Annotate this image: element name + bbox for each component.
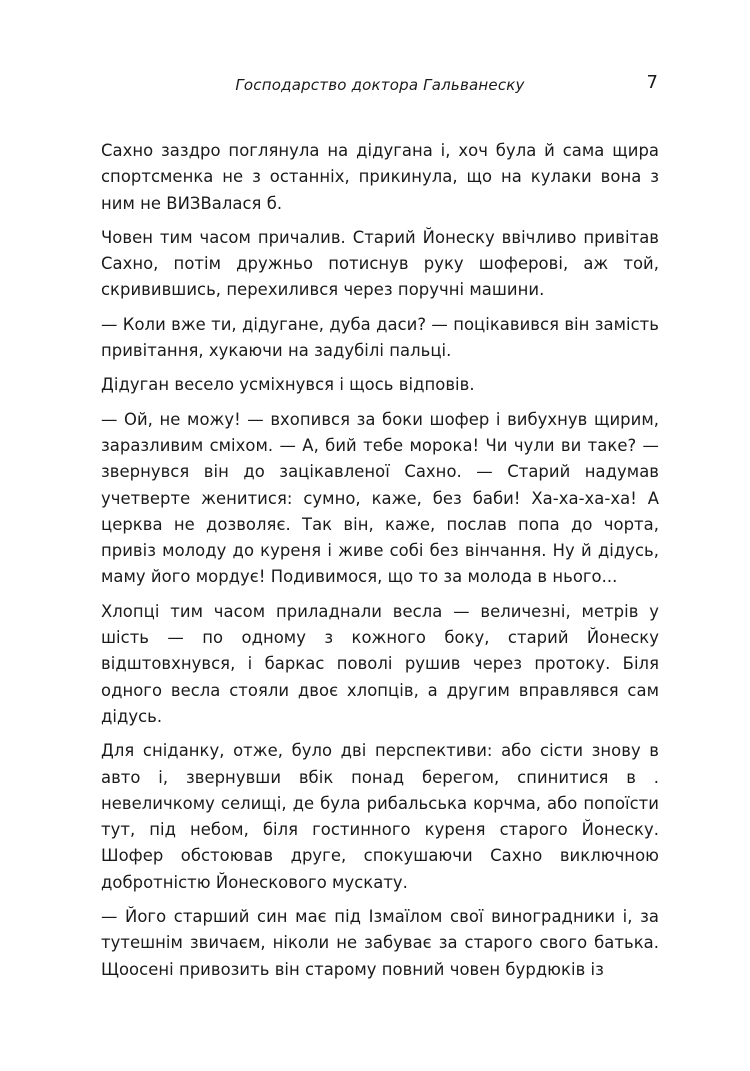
paragraph: Сахно заздро поглянула на дідугана і, хоч була й сама щира спортсменка не з останніх, прикинула, що на кулаки вона з ним не ВИЗВалася б. <box>101 141 659 213</box>
paragraph: Для сніданку, отже, було дві перспективи: або сісти знову в авто і, звернувши вбік понад берегом, спинитися в . невеличкому селищі, де була рибальська корчма, або попоїсти тут, під небом, біля гостинного куреня старого Йонеску. Шофер обстоював друге, спокушаючи Сахно виключною добротністю Йонескового мускату. <box>101 741 659 892</box>
body-text <box>101 138 659 991</box>
running-title: Господарство доктора Гальванеску <box>235 76 525 94</box>
paragraph: Дідуган весело усміхнувся і щось відповів. <box>101 375 475 395</box>
page-header <box>100 72 660 100</box>
page-number: 7 <box>646 72 658 93</box>
paragraph: Хлопці тим часом приладнали весла — величезні, метрів у шість — по одному з кожного боку, старий Йонеску відштовхнувся, і баркас поволі рушив через протоку. Біля одного весла стояли двоє хлопців, а другим вправлявся сам дідусь. <box>101 601 659 726</box>
paragraph: Човен тим часом причалив. Старий Йонеску ввічливо привітав Сахно, потім дружньо потиснув руку шоферові, аж той, скривившись, перехилився через поручні машини. <box>101 227 659 300</box>
paragraph: — Коли вже ти, дідугане, дуба даси? — поцікавився він замість привітання, хукаючи на задубілі пальці. <box>101 314 659 361</box>
paragraph: — Ой, не можу! — вхопився за боки шофер і вибухнув щирим, заразливим сміхом. — А, бий тебе морока! Чи чули ви таке? — звернувся він до зацікавленої Сахно. — Старий надумав учетверте женитися: сумно, каже, без баби! Ха-ха-ха-ха! А церква не дозволяє. Так він, каже, послав попа до чорта, привіз молоду до куреня і живе собі без вінчання. Ну й дідусь, маму його мордує! Подивимося, що то за молода в нього... <box>101 409 659 587</box>
paragraph: — Його старший син має під Ізмаїлом свої виноградники і, за тутешнім звичаєм, ніколи не забуває за старого свого батька. Щоосені привозить він старому повний човен бурдюків із <box>101 907 659 979</box>
